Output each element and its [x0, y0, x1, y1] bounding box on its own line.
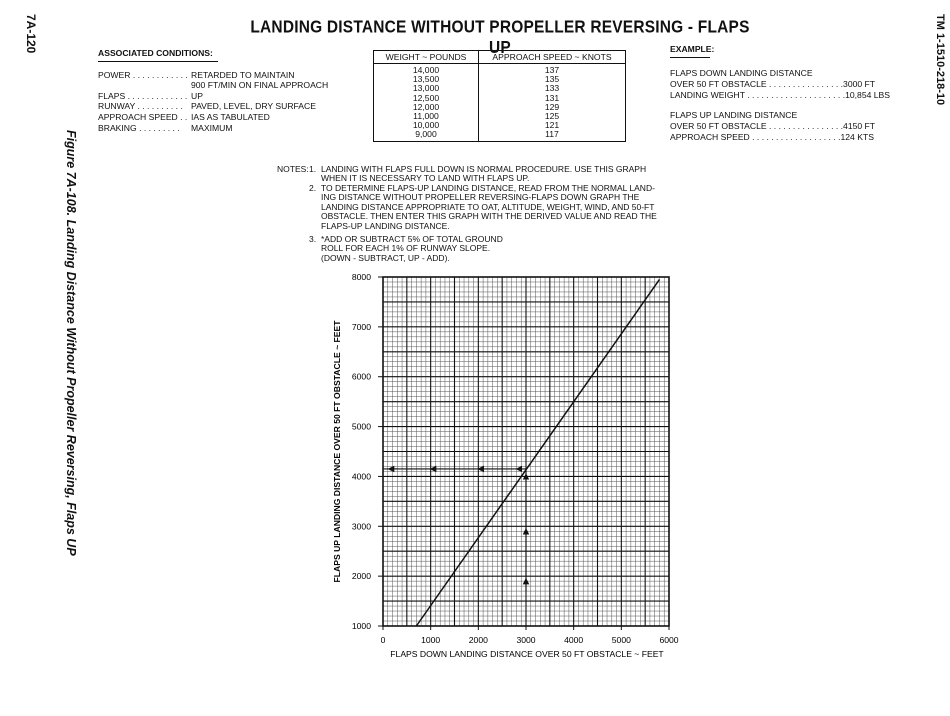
notes-label: NOTES: [277, 164, 309, 174]
y-tick-label: 8000 [351, 272, 371, 282]
condition-value: 900 FT/MIN ON FINAL APPROACH [191, 80, 329, 91]
note-line: LANDING DISTANCE APPROPRIATE TO OAT, ALTITUDE, WEIGHT, WIND, AND 50-FT [321, 201, 655, 212]
x-tick-label: 2000 [468, 635, 488, 645]
note-line: FLAPS-UP LANDING DISTANCE. [321, 220, 450, 231]
x-tick-label: 5000 [611, 635, 631, 645]
note-number: 1. [309, 164, 317, 174]
tick-labels [352, 272, 679, 645]
weight-cell: 13,500 [374, 75, 479, 84]
speed-cell: 131 [479, 94, 626, 103]
note-line: OBSTACLE. THEN ENTER THIS GRAPH WITH THE DERIVED VALUE AND READ THE [321, 211, 657, 222]
y-axis-label: FLAPS UP LANDING DISTANCE OVER 50 FT OBSTACLE ~ FEET [332, 320, 342, 583]
x-tick-label: 3000 [516, 635, 536, 645]
y-tick-label: 4000 [351, 471, 371, 482]
weight-column-header: WEIGHT ~ POUNDS [374, 51, 479, 64]
example-heading: EXAMPLE: [670, 44, 715, 54]
speed-cell: 137 [479, 64, 626, 76]
example-value: 124 KTS [840, 132, 874, 142]
condition-label: APPROACH SPEED . . [98, 111, 188, 122]
x-tick-label: 1000 [421, 635, 441, 645]
x-tick-label: 0 [380, 635, 386, 645]
condition-value: UP [191, 90, 203, 101]
note-line: ROLL FOR EACH 1% OF RUNWAY SLOPE. [321, 243, 491, 254]
condition-value: IAS AS TABULATED [191, 111, 270, 122]
y-tick-label: 2000 [351, 571, 371, 582]
condition-value: RETARDED TO MAINTAIN [191, 69, 295, 80]
note-line: (DOWN - SUBTRACT, UP - ADD). [321, 252, 450, 263]
condition-value: PAVED, LEVEL, DRY SURFACE [191, 101, 316, 112]
condition-label: RUNWAY . . . . . . . . . . [98, 101, 183, 112]
condition-label: POWER . . . . . . . . . . . . [98, 69, 188, 80]
figure-caption: Figure 7A-108. Landing Distance Without Propeller Reversing, Flaps UP [64, 130, 78, 556]
example-label: APPROACH SPEED . . . . . . . . . . . . . . . . . . . [670, 132, 841, 142]
weight-cell: 11,000 [374, 112, 479, 121]
condition-label: FLAPS . . . . . . . . . . . . . [98, 90, 188, 101]
y-tick-label: 3000 [351, 521, 371, 532]
note-number: 3. [309, 234, 317, 244]
speed-cell: 129 [479, 103, 626, 112]
speed-cell: 135 [479, 75, 626, 84]
x-axis-label: FLAPS DOWN LANDING DISTANCE OVER 50 FT OBSTACLE ~ FEET [390, 649, 664, 659]
weight-cell: 14,000 [374, 64, 479, 76]
y-tick-label: 7000 [351, 321, 371, 332]
example-label: FLAPS DOWN LANDING DISTANCE [670, 68, 813, 78]
speed-cell: 117 [479, 130, 626, 141]
page-number: 7A-120 [24, 14, 38, 54]
axis-ticks [378, 277, 669, 630]
page-title: LANDING DISTANCE WITHOUT PROPELLER REVERSING - FLAPS UP [250, 17, 750, 58]
series-lines [416, 279, 659, 626]
weight-cell: 12,000 [374, 103, 479, 112]
note-number: 2. [309, 183, 317, 193]
speed-column-header: APPROACH SPEED ~ KNOTS [479, 51, 626, 64]
example-label: OVER 50 FT OBSTACLE . . . . . . . . . . . . . . . . [670, 79, 844, 89]
note-line: WHEN IT IS NECESSARY TO LAND WITH FLAPS UP. [321, 173, 530, 184]
example-label: FLAPS UP LANDING DISTANCE [670, 110, 798, 120]
speed-cell: 125 [479, 112, 626, 121]
speed-cell: 133 [479, 84, 626, 93]
condition-label: BRAKING . . . . . . . . . [98, 122, 180, 133]
note-line: LANDING WITH FLAPS FULL DOWN IS NORMAL PROCEDURE. USE THIS GRAPH [321, 164, 647, 174]
y-tick-label: 5000 [351, 421, 371, 432]
example-label: LANDING WEIGHT . . . . . . . . . . . . . . . . . . . . . [670, 90, 846, 100]
series-line [416, 279, 659, 626]
note-line: *ADD OR SUBTRACT 5% OF TOTAL GROUND [321, 234, 503, 244]
weight-cell: 9,000 [374, 130, 479, 141]
speed-cell: 121 [479, 121, 626, 130]
example-value: 3000 FT [843, 79, 876, 89]
note-line: TO DETERMINE FLAPS-UP LANDING DISTANCE, READ FROM THE NORMAL LAND- [321, 183, 655, 193]
x-tick-label: 6000 [659, 635, 679, 645]
weight-cell: 13,000 [374, 84, 479, 93]
example-label: OVER 50 FT OBSTACLE . . . . . . . . . . . . . . . . [670, 121, 844, 131]
y-tick-label: 1000 [351, 621, 371, 631]
note-line: ING DISTANCE WITHOUT PROPELLER REVERSING-FLAPS DOWN GRAPH THE [321, 192, 640, 203]
example-value: 4150 FT [843, 121, 876, 131]
condition-value: MAXIMUM [191, 122, 233, 133]
associated-conditions-heading: ASSOCIATED CONDITIONS: [98, 48, 213, 58]
y-tick-label: 6000 [351, 371, 371, 382]
weight-cell: 12,500 [374, 94, 479, 103]
example-value: 10,854 LBS [845, 90, 891, 100]
tm-number: TM 1-1510-218-10 [934, 14, 946, 106]
x-tick-label: 4000 [564, 635, 584, 645]
weight-cell: 10,000 [374, 121, 479, 130]
